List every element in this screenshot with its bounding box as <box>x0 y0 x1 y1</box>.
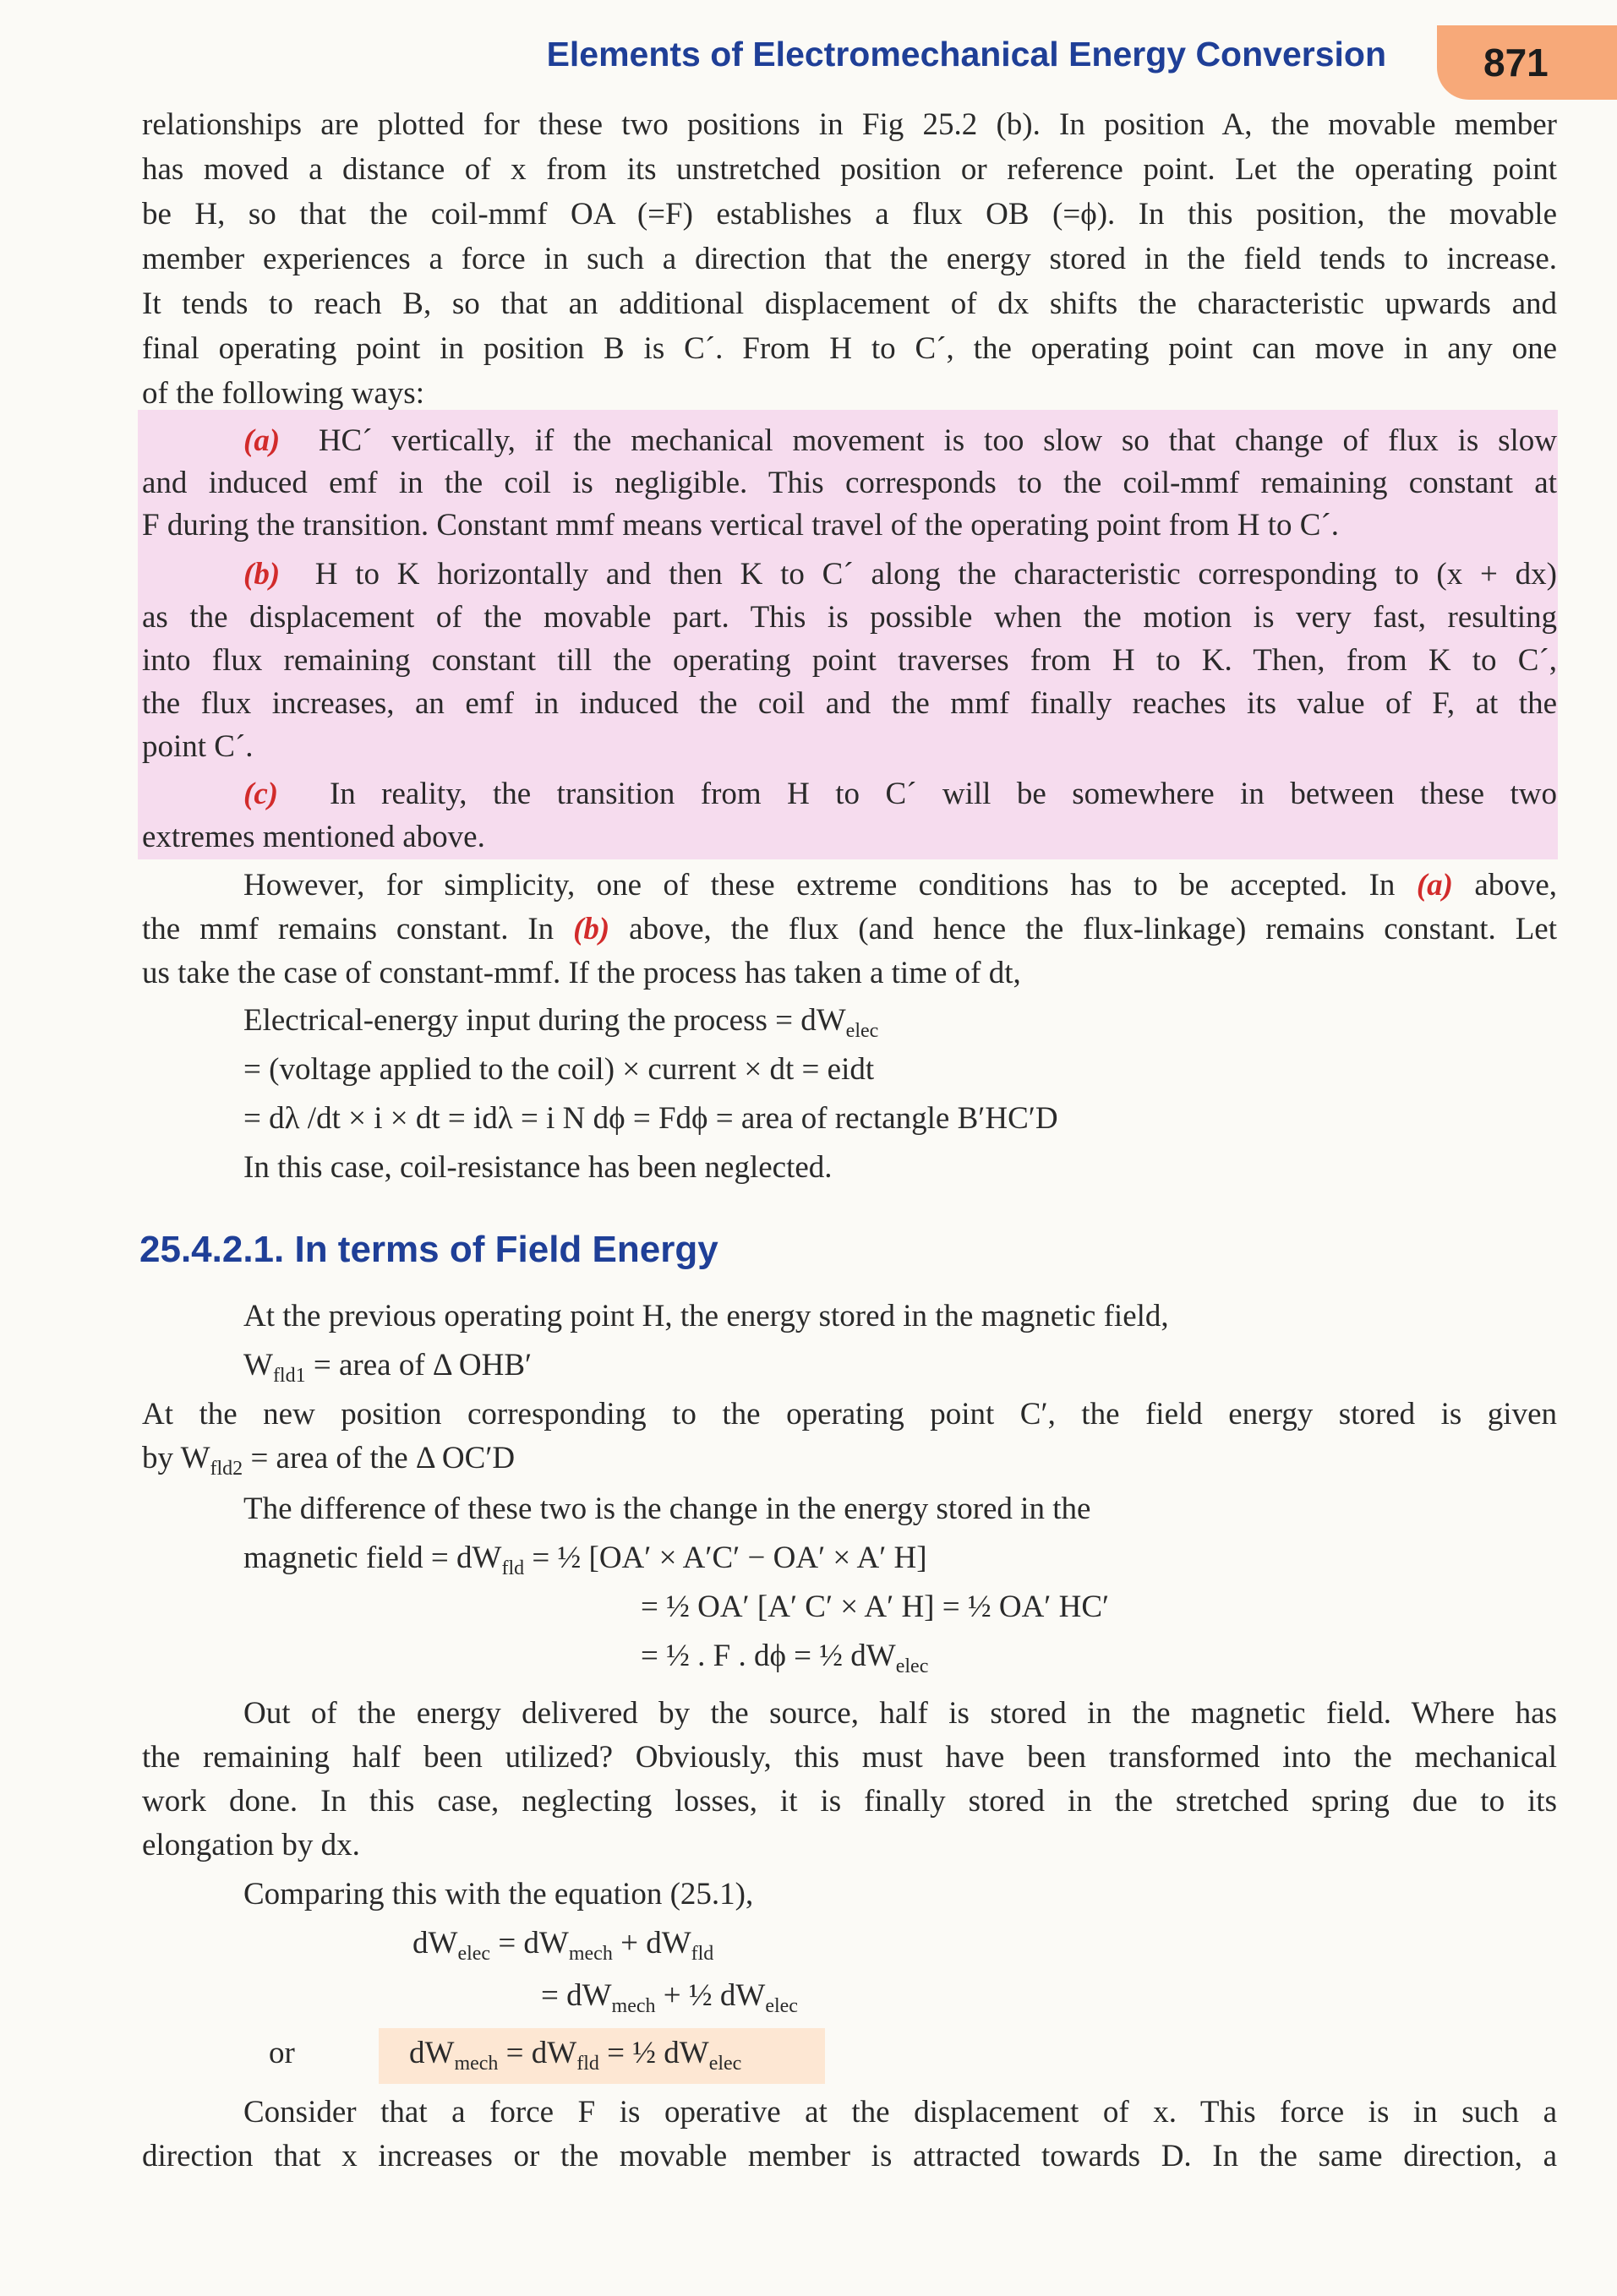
case-b-line: point C´. <box>142 729 254 764</box>
section-line: At the new position corresponding to the operating point C′, the field energy stored is given <box>142 1397 1557 1432</box>
paragraph-line: of the following ways: <box>142 376 424 411</box>
remaining-line: Out of the energy delivered by the source, half is stored in the magnetic field. Where has <box>243 1696 1557 1731</box>
running-header-title: Elements of Electromechanical Energy Conversion <box>546 35 1386 74</box>
case-b-marker: (b) <box>243 557 281 592</box>
ref-a-marker: (a) <box>1416 868 1453 903</box>
paragraph-line: final operating point in position B is C´. From H to C´, the operating point can move in any one <box>142 331 1557 366</box>
wfld2-equation: by $W_{fld2}$ = area of the Δ OC′D <box>142 1441 516 1480</box>
energy-balance-equation: $dW_{elec} = dW_{mech} + dW_{fld}$ <box>412 1926 714 1965</box>
paragraph-line: relationships are plotted for these two positions in Fig 25.2 (b). In position A, the movable member <box>142 107 1557 142</box>
page-number: 871 <box>1437 25 1617 100</box>
wfld1-equation: $W_{fld1}$ = area of Δ OHB′ <box>243 1348 533 1387</box>
field-energy-equation-1: magnetic field = $dW_{fld}$ = ½ [OA′ × A′C′ − OA′ × A′ H] <box>243 1541 927 1579</box>
case-a-line: and induced emf in the coil is negligible. This corresponds to the coil-mmf remaining constant at <box>142 466 1557 500</box>
case-a-marker: (a) <box>243 423 281 458</box>
however-line: the mmf remains constant. In (b) above, the flux (and hence the flux-linkage) remains constant. Let <box>142 912 1557 946</box>
case-a-line: (a) HC´ vertically, if the mechanical movement is too slow so that change of flux is slow <box>243 423 1558 458</box>
case-c-marker: (c) <box>243 777 279 811</box>
case-a-line: F during the transition. Constant mmf means vertical travel of the operating point from H to C´. <box>142 508 1339 543</box>
resistance-note: In this case, coil-resistance has been neglected. <box>243 1150 833 1185</box>
paragraph-line: has moved a distance of x from its unstretched position or reference point. Let the operating point <box>142 152 1557 187</box>
case-b-line: as the displacement of the movable part. This is possible when the motion is very fast, resulting <box>142 600 1557 635</box>
case-c-line: extremes mentioned above. <box>142 820 485 854</box>
however-line: However, for simplicity, one of these extreme conditions has to be accepted. In (a) above, <box>243 868 1558 903</box>
energy-substitution-equation: = $dW_{mech}$ + ½ $dW_{elec}$ <box>541 1978 798 2017</box>
flux-area-equation: = dλ /dt × i × dt = idλ = i N dϕ = Fdϕ = area of rectangle B′HC′D <box>243 1101 1058 1136</box>
electrical-input-equation: Electrical-energy input during the process = $dW_{elec}$ <box>243 1003 879 1042</box>
case-c-line: (c) In reality, the transition from H to C´ will be somewhere in between these two <box>243 777 1557 811</box>
comparing-line: Comparing this with the equation (25.1), <box>243 1877 754 1912</box>
or-label: or <box>269 2036 295 2070</box>
consider-line: direction that x increases or the movable member is attracted towards D. In the same direction, a <box>142 2139 1557 2173</box>
remaining-line: the remaining half been utilized? Obviously, this must have been transformed into the mechanical <box>142 1740 1557 1775</box>
paragraph-line: It tends to reach B, so that an additional displacement of dx shifts the characteristic upwards and <box>142 286 1557 321</box>
voltage-current-equation: = (voltage applied to the coil) × current × dt = eidt <box>243 1052 875 1087</box>
remaining-line: elongation by dx. <box>142 1828 360 1862</box>
section-line: At the previous operating point H, the energy stored in the magnetic field, <box>243 1299 1169 1333</box>
consider-line: Consider that a force F is operative at the displacement of x. This force is in such a <box>243 2095 1557 2130</box>
field-energy-equation-3: = ½ . F . dϕ = ½ $dW_{elec}$ <box>641 1639 929 1677</box>
case-b-line: into flux remaining constant till the operating point traverses from H to K. Then, from K to C´, <box>142 643 1557 678</box>
ref-b-marker: (b) <box>573 912 610 946</box>
field-energy-equation-2: = ½ OA′ [A′ C′ × A′ H] = ½ OA′ HC′ <box>641 1590 1110 1624</box>
remaining-line: work done. In this case, neglecting losses, it is finally stored in the stretched spring due to its <box>142 1784 1557 1819</box>
case-b-line: the flux increases, an emf in induced the coil and the mmf finally reaches its value of F, at the <box>142 686 1557 721</box>
mechanical-energy-equation: $dW_{mech} = dW_{fld}$ = ½ $dW_{elec}$ <box>409 2036 742 2075</box>
however-line: us take the case of constant-mmf. If the process has taken a time of dt, <box>142 956 1021 990</box>
paragraph-line: member experiences a force in such a direction that the energy stored in the field tends to increase. <box>142 242 1557 276</box>
paragraph-line: be H, so that the coil-mmf OA (=F) establishes a flux OB (=ϕ). In this position, the movable <box>142 197 1557 232</box>
section-heading: 25.4.2.1. In terms of Field Energy <box>139 1229 718 1270</box>
case-b-line: (b) H to K horizontally and then K to C´ along the characteristic corresponding to (x + dx) <box>243 557 1558 592</box>
section-line: The difference of these two is the change in the energy stored in the <box>243 1492 1091 1526</box>
